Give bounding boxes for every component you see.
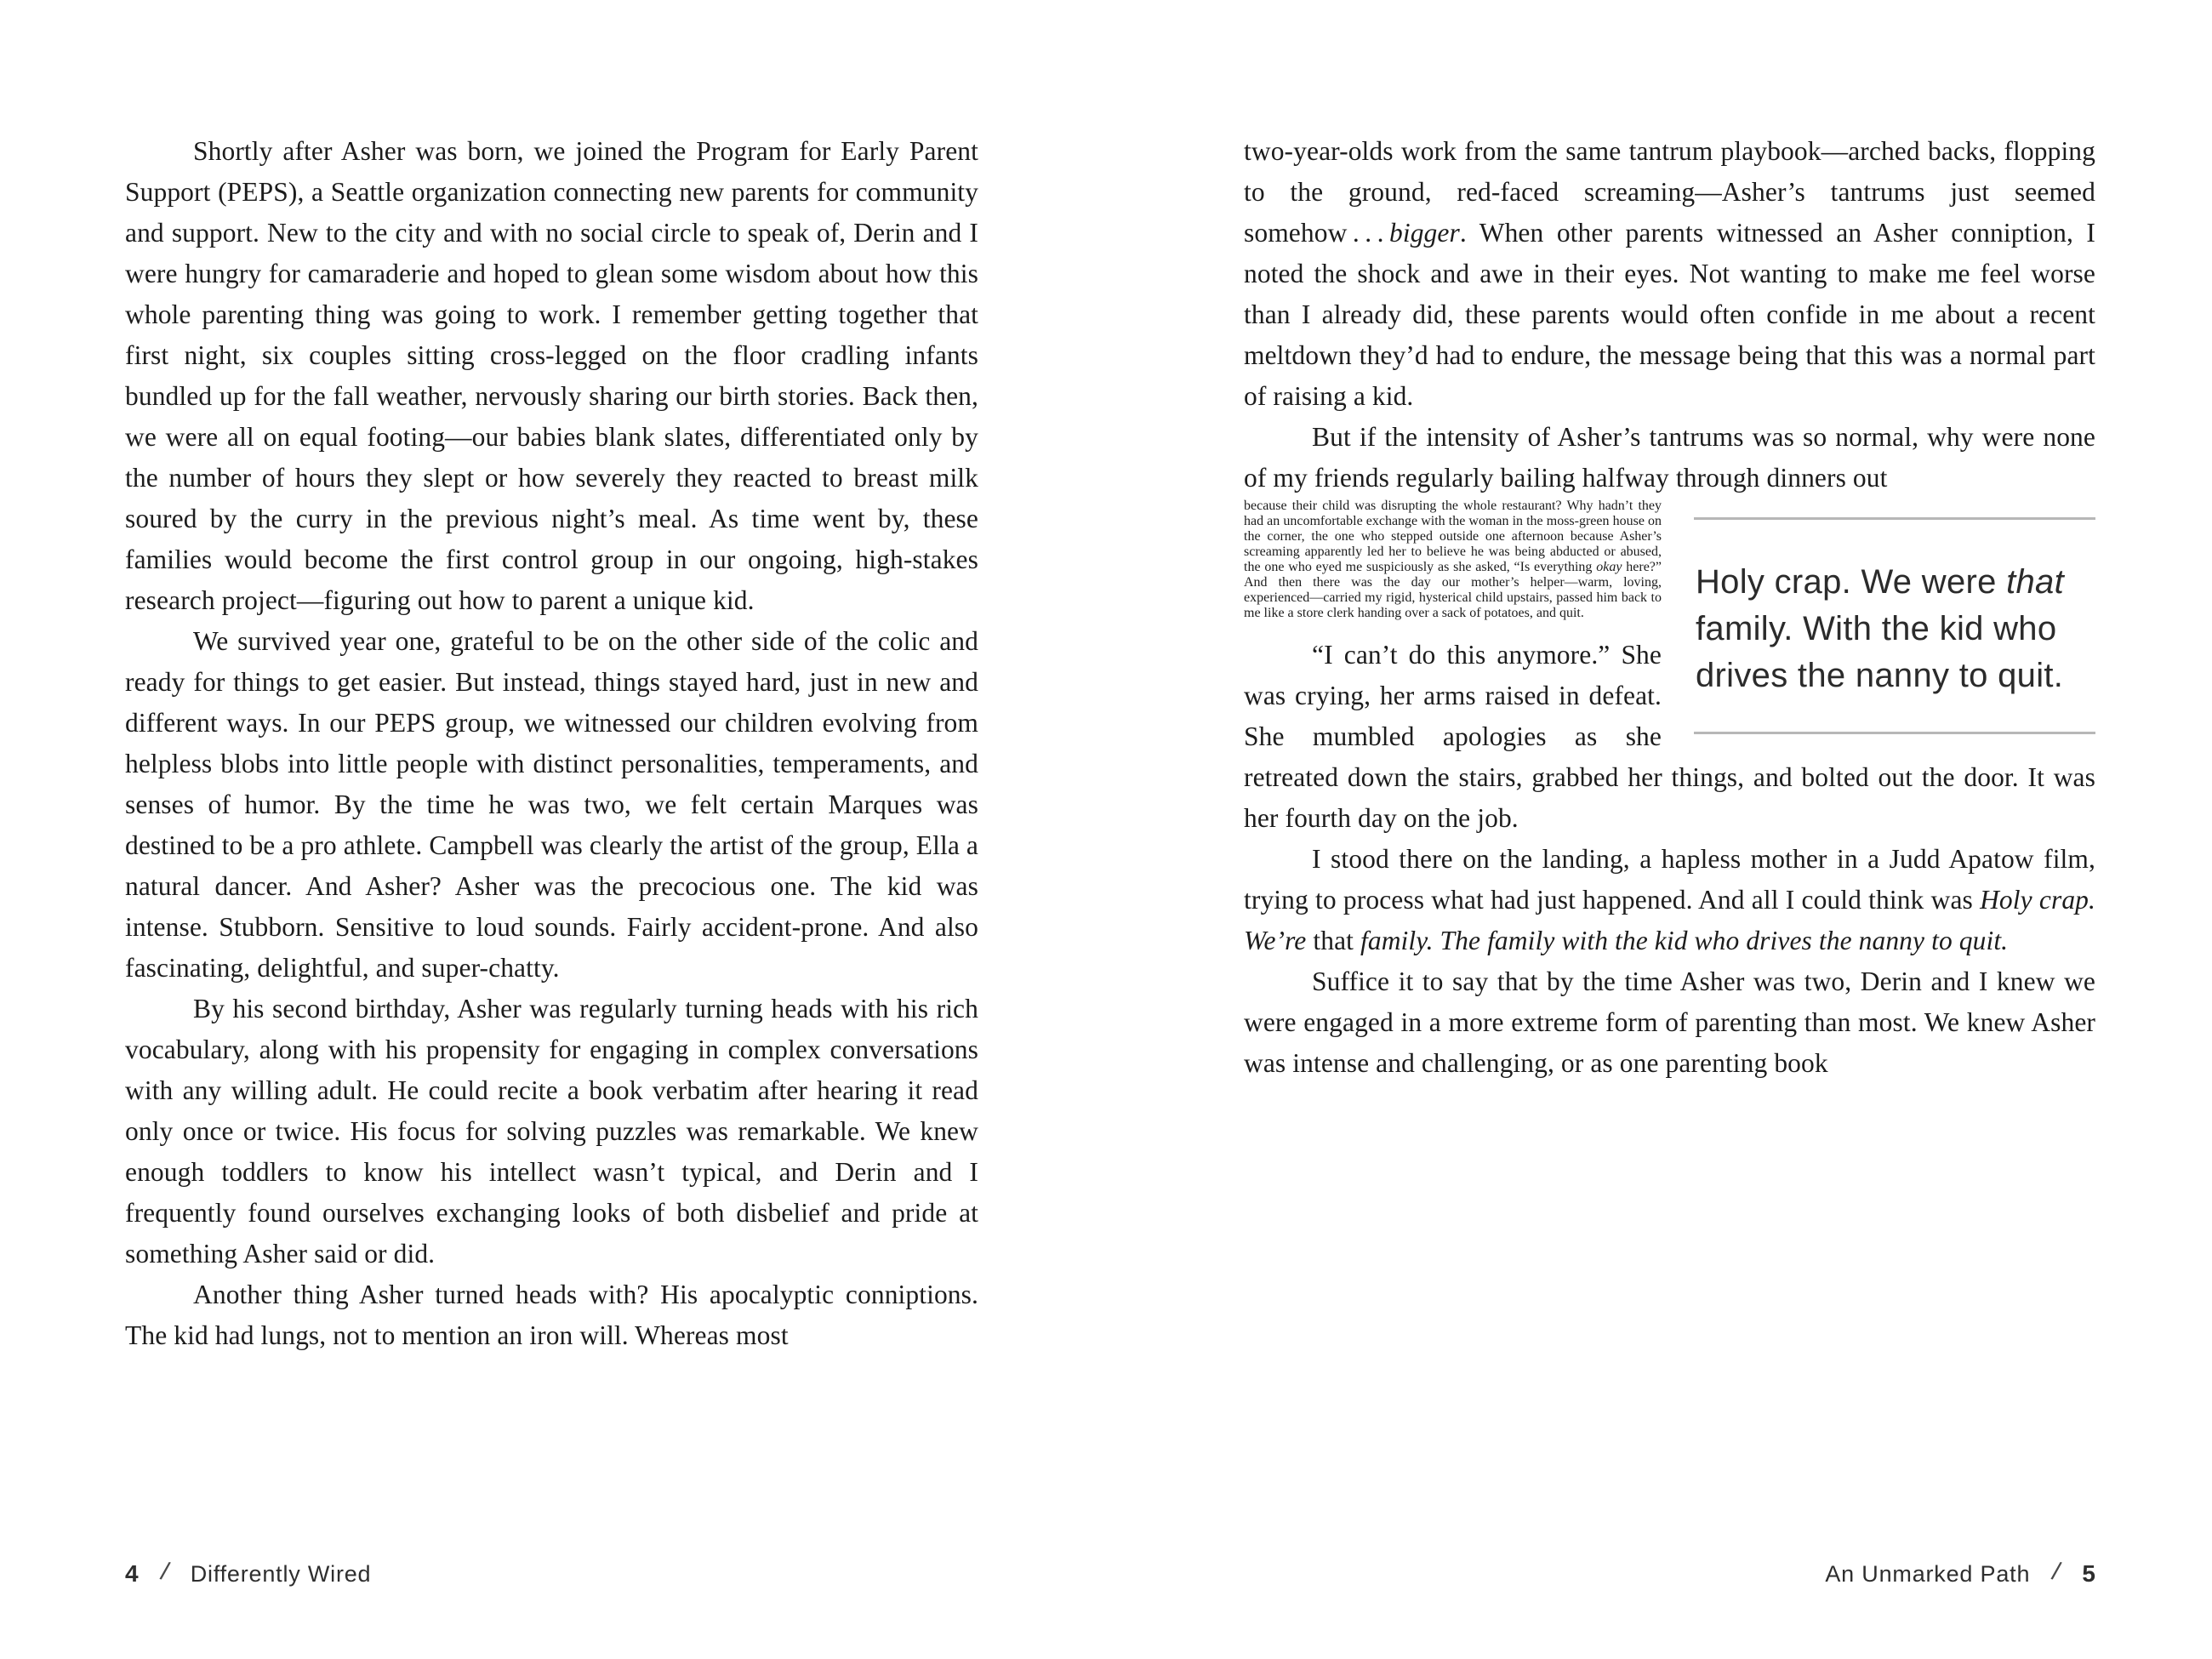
text-run: I stood there on the landing, a hapless mother in a Judd Apatow film, trying to process what had just happened. And all I could think was xyxy=(1244,844,2095,915)
paragraph xyxy=(125,1274,978,1356)
text-run: By his second birthday, Asher was regularly turning heads with his rich vocabulary, along with his propensity for engaging in complex conversations with any willing adult. He could recite a book verbatim after hearing it read only once or twice. His focus for solving puzzles was remarkable. We knew enough toddlers to know his intellect wasn’t typical, and Derin and I frequently found ourselves exchanging looks of both disbelief and pride at something Asher said or did. xyxy=(125,994,978,1268)
wrap-text-after xyxy=(1244,499,1662,620)
paragraph xyxy=(125,621,978,989)
text-run: Holy crap. We were xyxy=(1696,563,2007,601)
text-run: family. With the kid who drives the nanny to quit. xyxy=(1696,610,2064,694)
text-run: But if the intensity of Asher’s tantrums was so normal, why were none of my friends regularly bailing halfway through dinners out xyxy=(1244,422,2095,493)
book-title: Differently Wired xyxy=(190,1561,372,1587)
italic-text-run: family. The family with the kid who drives the nanny to quit. xyxy=(1360,926,2009,955)
italic-text-run: bigger xyxy=(1389,218,1460,248)
paragraph xyxy=(1244,839,2095,961)
paragraph xyxy=(1244,961,2095,1084)
pull-quote xyxy=(1694,517,2095,734)
italic-text-run: okay xyxy=(1596,560,1622,574)
wrap-text-before xyxy=(1244,422,2095,493)
right-page-text-column xyxy=(1244,131,2095,1084)
paragraph xyxy=(125,989,978,1274)
text-run: here?” And then there was the day our mother’s helper—warm, loving, experienced—carried my rigid, hysterical child upstairs, passed him back to me like a store clerk handing over a sack of potatoes, and quit. xyxy=(1244,560,1662,620)
text-run: We survived year one, grateful to be on the other side of the colic and ready for things to get easier. But instead, things stayed hard, just in new and different ways. In our PEPS group, we witnessed our children evolving from helpless blobs into little people with distinct personalities, temperaments, and senses of humor. By the time he was two, we felt certain Marques was destined to be a pro athlete. Campbell was clearly the artist of the group, Ella a natural dancer. And Asher? Asher was the precocious one. The kid was intense. Stubborn. Sensitive to loud sounds. Fairly accident-prone. And also fascinating, delightful, and super-chatty. xyxy=(125,626,978,983)
footer-slash-icon: / xyxy=(157,1557,173,1587)
footer-slash-icon: / xyxy=(2050,1557,2064,1587)
paragraph-continuation xyxy=(1244,131,2095,417)
text-run: that xyxy=(1313,926,1360,955)
text-run: Shortly after Asher was born, we joined the Program for Early Parent Support (PEPS), a Seattle organization connecting new parents for community and support. New to the city and with no social circle to speak of, Derin and I were hungry for camaraderie and hoped to glean some wisdom about how this whole parenting thing was going to work. I remember getting together that first night, six couples sitting cross-legged on the floor cradling infants bundled up for the fall weather, nervously sharing our birth stories. Back then, we were all on equal footing—our babies blank slates, differentiated only by the number of hours they slept or how severely they reacted to breast milk soured by the curry in the previous night’s meal. As time went by, these families would become the first control group in our ongoing, high-stakes research project—figuring out how to parent a unique kid. xyxy=(125,136,978,615)
left-page-text-column xyxy=(125,131,978,1356)
italic-text-run: Holy crap. We’re xyxy=(1244,885,2095,955)
text-run: . When other parents witnessed an Asher conniption, I noted the shock and awe in their eyes. Not wanting to make me feel worse than I already did, these parents would often confide in me about a recent meltdown they’d had to endure, the message being that this was a normal part of raising a kid. xyxy=(1244,218,2095,411)
right-page-footer xyxy=(1825,1559,2095,1588)
text-run: “I can’t do this anymore.” She was crying, her arms raised in defeat. She mumbled apologies as she retreated down the stairs, grabbed her things, and bolted out the door. It was her fourth day on the job. xyxy=(1244,640,2095,833)
left-page-number: 4 xyxy=(125,1560,139,1587)
chapter-title: An Unmarked Path xyxy=(1825,1561,2031,1587)
paragraph-with-pullquote xyxy=(1244,417,2095,499)
right-page-number: 5 xyxy=(2082,1560,2095,1587)
paragraph xyxy=(125,131,978,621)
pull-quote-text xyxy=(1696,563,2064,694)
text-run: Suffice it to say that by the time Asher was two, Derin and I knew we were engaged in a more extreme form of parenting than most. We knew Asher was intense and challenging, or as one parenting book xyxy=(1244,966,2095,1078)
left-page-footer xyxy=(125,1559,371,1588)
italic-text-run: that xyxy=(2006,563,2064,601)
text-run: two-year-olds work from the same tantrum playbook—arched backs, flopping to the ground, red-faced screaming—Asher’s tantrums just seemed somehow . . . xyxy=(1244,136,2095,248)
text-run: because their child was disrupting the whole restaurant? Why hadn’t they had an uncomfortable exchange with the woman in the moss-green house on the corner, the one who stepped outside one afternoon because Asher’s screaming apparently led her to believe he was being abducted or abused, the one who eyed me suspiciously as she asked, “Is everything xyxy=(1244,499,1662,574)
text-run: Another thing Asher turned heads with? His apocalyptic conniptions. The kid had lungs, not to mention an iron will. Whereas most xyxy=(125,1280,978,1350)
